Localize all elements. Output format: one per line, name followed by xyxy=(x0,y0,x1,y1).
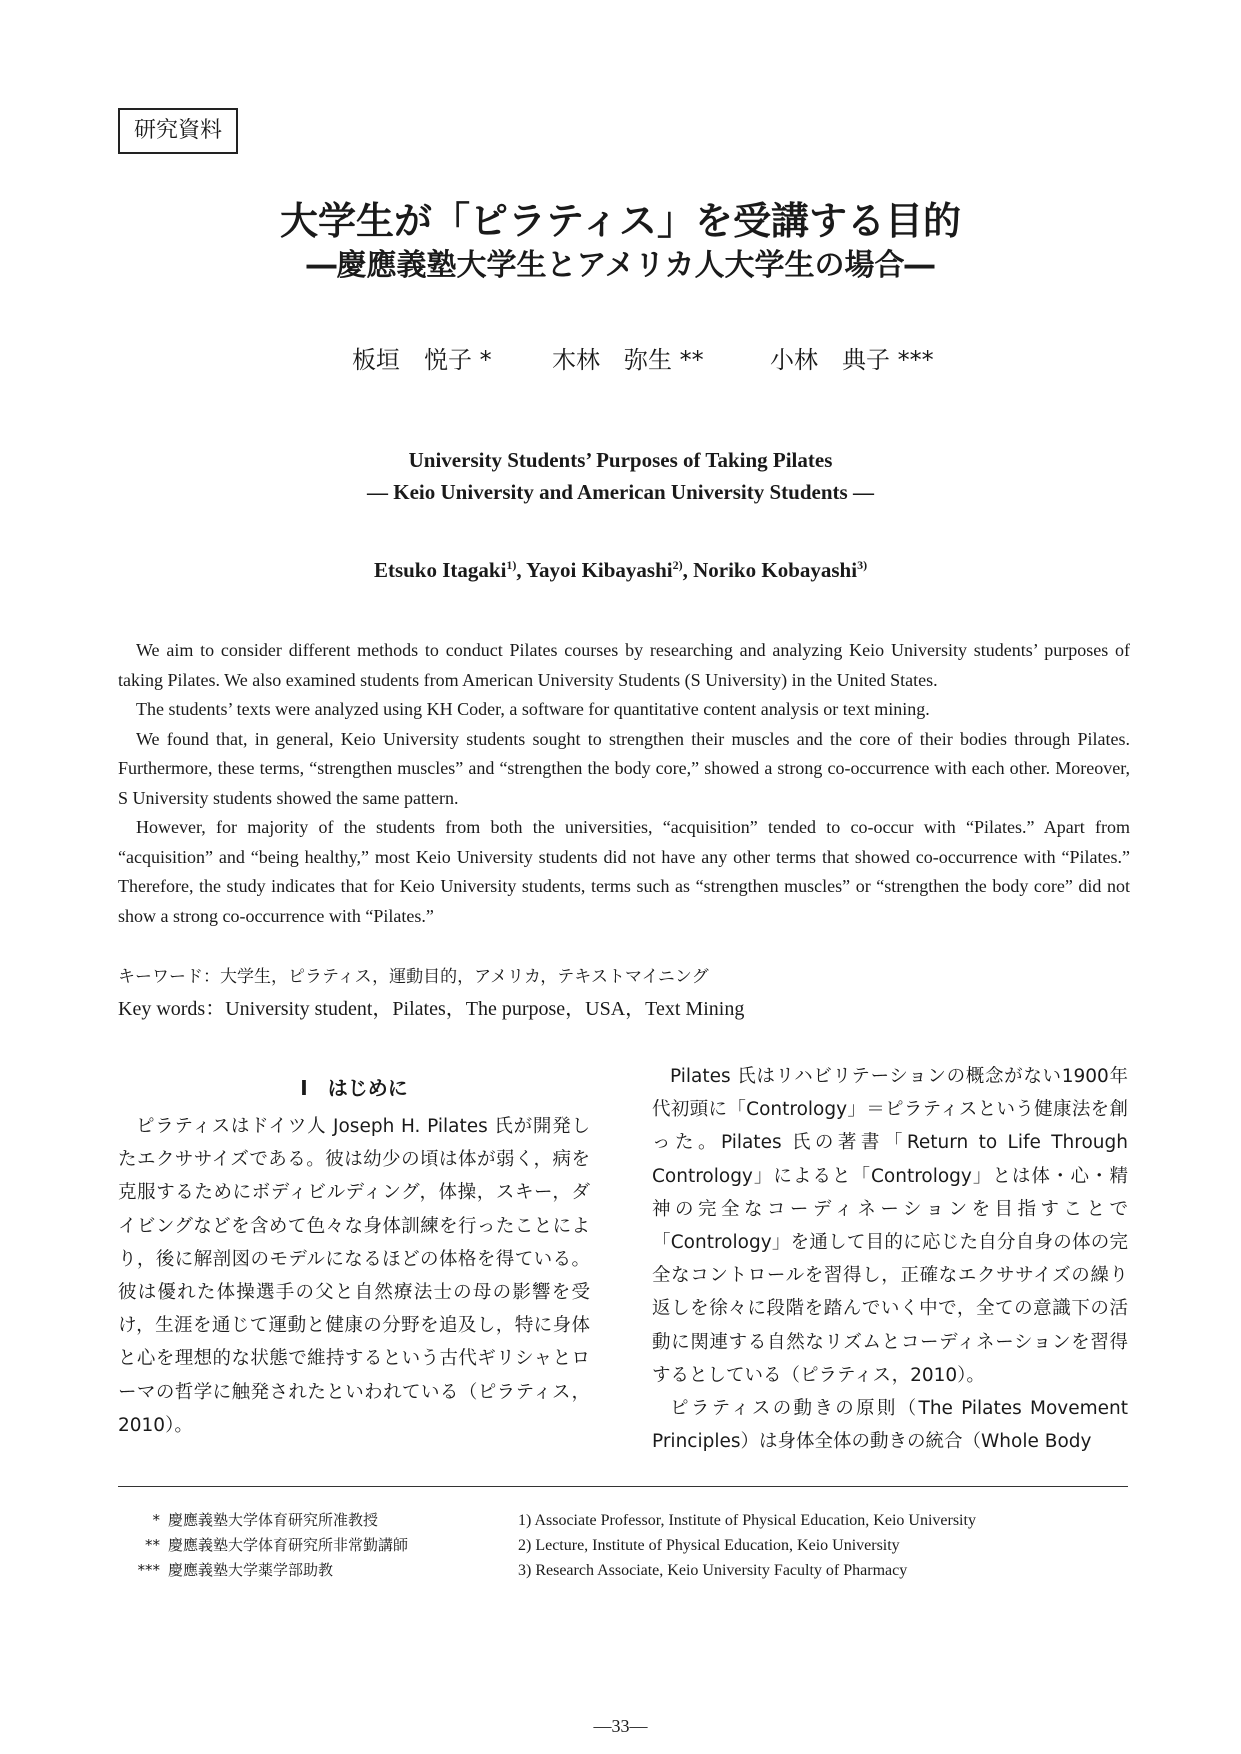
footnote-mark: *** xyxy=(137,1561,160,1579)
page-number: ―33― xyxy=(593,1716,648,1736)
footnote-mark: ** xyxy=(145,1536,160,1554)
author-ja-1: 板垣 悦子 * xyxy=(352,346,492,374)
footnotes-en xyxy=(518,1508,976,1583)
footnote-text: 慶應義塾大学体育研究所非常勤講師 xyxy=(168,1536,409,1554)
author-en-3: Noriko Kobayashi xyxy=(693,558,858,582)
body-left-column xyxy=(118,1110,590,1442)
subtitle-en: ― Keio University and American University Students ― xyxy=(367,480,874,504)
section-heading: Ⅰ はじめに xyxy=(300,1076,408,1100)
footnote-text: 慶應義塾大学薬学部助教 xyxy=(168,1561,334,1579)
body-paragraph: Pilates 氏はリハビリテーションの概念がない1900年代初頭に「Contrology」＝ピラティスという健康法を創った。Pilates 氏の著書「Return to Life Through Contrology」によると「Contrology」とは体・心・精神の完全なコーディネーションを目指すことで「Contrology」を通して目的に応じた自分自身の体の完全なコントロールを習得し，正確なエクササイズの繰り返しを徐々に段階を踏んでいく中で，全ての意識下の活動に関連する自然なリズムとコーディネーションを習得するとしている（ピラティス，2010）。 xyxy=(652,1066,1128,1386)
footnote-ja xyxy=(118,1533,408,1558)
author-en-1: Etsuko Itagaki xyxy=(373,558,507,582)
category-label: 研究資料 xyxy=(118,108,238,154)
abstract-paragraph: We found that, in general, Keio University students sought to strengthen their muscles and the core of their bodies through Pilates. Furthermore, these terms, “strengthen muscles” and “strengthen the body core,” showed a strong co-occurrence with each other. Moreover, S University students showed the same pattern. xyxy=(118,728,1130,808)
footnote-ja xyxy=(118,1558,408,1583)
footnote-en: 3) Research Associate, Keio University Faculty of Pharmacy xyxy=(518,1562,908,1579)
author-en-1-mark: 1) xyxy=(506,558,517,572)
body-right-column xyxy=(652,1060,1128,1458)
footnote-text: 慶應義塾大学体育研究所准教授 xyxy=(168,1511,379,1529)
abstract-paragraph: We aim to consider different methods to conduct Pilates courses by researching and analyzing Keio University students’ purposes of taking Pilates. We also examined students from American University Students (S University) in the United States. xyxy=(118,640,1130,690)
title-en: University Students’ Purposes of Taking Pilates xyxy=(408,448,833,472)
authors-en: Etsuko Itagaki$^{1)}$, Yayoi Kibayashi$^{2)}$, Noriko Kobayashi$^{3)}$ xyxy=(373,558,868,582)
footnote-en: 1) Associate Professor, Institute of Physical Education, Keio University xyxy=(518,1512,976,1529)
body-paragraph: ピラティスはドイツ人 Joseph H. Pilates 氏が開発したエクササイズである。彼は幼少の頃は体が弱く，病を克服するためにボディビルディング，体操，スキー，ダイビングなどを含めて色々な身体訓練を行ったことにより，後に解剖図のモデルになるほどの体格を得ている。彼は優れた体操選手の父と自然療法士の母の影響を受け，生涯を通じて運動と健康の分野を追及し，特に身体と心を理想的な状態で維持するという古代ギリシャとローマの哲学に触発されたといわれている（ピラティス，2010）。 xyxy=(118,1116,590,1436)
author-en-2-mark: 2) xyxy=(672,558,683,572)
author-en-3-mark: 3) xyxy=(857,558,868,572)
author-ja-2: 木林 弥生 ** xyxy=(552,346,704,374)
abstract xyxy=(118,636,1130,931)
subtitle-ja: ―慶應義塾大学生とアメリカ人大学生の場合― xyxy=(306,248,935,283)
footnote-mark: * xyxy=(152,1511,160,1529)
title-ja: 大学生が「ピラティス」を受講する目的 xyxy=(280,199,961,243)
footnotes-ja xyxy=(118,1508,408,1583)
footnote-en: 2) Lecture, Institute of Physical Education, Keio University xyxy=(518,1537,900,1554)
keywords-ja: キーワード：大学生，ピラティス，運動目的，アメリカ，テキストマイニング xyxy=(118,967,709,987)
keywords-en: Key words：University student，Pilates，The purpose，USA，Text Mining xyxy=(118,998,745,1020)
author-ja-3: 小林 典子 *** xyxy=(770,346,934,374)
author-en-2: Yayoi Kibayashi xyxy=(526,558,673,582)
body-paragraph: ピラティスの動きの原則（The Pilates Movement Principles）は身体全体の動きの統合（Whole Body xyxy=(652,1398,1128,1453)
footnote-divider xyxy=(118,1486,1128,1487)
abstract-paragraph: However, for majority of the students from both the universities, “acquisition” tended to co-occur with “Pilates.” Apart from “acquisition” and “being healthy,” most Keio University students did not have any other terms that showed co-occurrence with “Pilates.” Therefore, the study indicates that for Keio University students, terms such as “strengthen muscles” or “strengthen the body core” did not show a strong co-occurrence with “Pilates.” xyxy=(118,817,1130,926)
footnote-ja xyxy=(118,1508,408,1533)
abstract-paragraph: The students’ texts were analyzed using KH Coder, a software for quantitative content analysis or text mining. xyxy=(136,699,930,719)
